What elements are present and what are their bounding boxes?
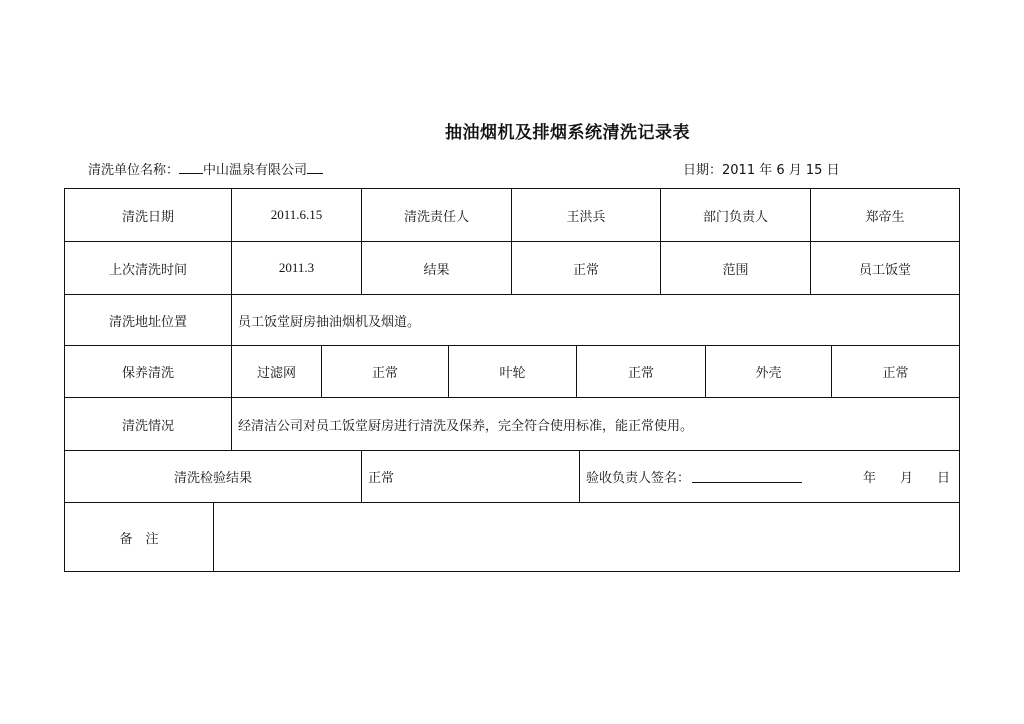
sign-year: 年 [863, 471, 877, 486]
underline [179, 160, 203, 174]
scope-label: 范围 [661, 242, 811, 294]
unit-name: 中山温泉有限公司 [203, 163, 308, 178]
location-label: 清洗地址位置 [65, 295, 232, 345]
table-row [65, 451, 959, 503]
situation-value: 经清洁公司对员工饭堂厨房进行清洗及保养，完全符合使用标准，能正常使用。 [238, 418, 694, 434]
responsible-value: 王洪兵 [512, 189, 661, 241]
sign-label: 验收负责人签名： [586, 471, 691, 486]
date-value: 2011 年 6 月 15 日 [722, 163, 840, 178]
dept-head-value: 郑帝生 [865, 209, 905, 225]
acceptance-signature [580, 451, 959, 502]
page-title: 抽油烟机及排烟系统清洗记录表 [445, 123, 690, 143]
result-value: 正常 [512, 242, 661, 294]
location-value: 员工饭堂厨房抽油烟机及烟道。 [238, 314, 421, 330]
underline [307, 160, 323, 174]
filter-label: 过滤网 [232, 346, 322, 397]
signature-line[interactable] [692, 470, 802, 483]
inspection-value: 正常 [362, 451, 580, 502]
impeller-value: 正常 [577, 346, 706, 397]
table-row [65, 189, 959, 242]
clean-date-label: 清洗日期 [65, 189, 232, 241]
last-clean-label: 上次清洗时间 [65, 242, 232, 294]
dept-head-label: 部门负责人 [661, 189, 811, 241]
maintenance-label: 保养清洗 [65, 346, 232, 397]
result-label: 结果 [362, 242, 512, 294]
scope-value: 员工饭堂 [858, 262, 911, 278]
shell-value: 正常 [882, 366, 909, 381]
sign-month: 月 [900, 471, 914, 486]
cleaning-record-table [64, 188, 960, 572]
date-label: 日期： [683, 163, 723, 178]
record-date [683, 159, 840, 178]
table-row [65, 295, 959, 346]
unit-label: 清洗单位名称： [88, 163, 180, 178]
table-row [65, 242, 959, 295]
clean-date-value: 2011.6.15 [232, 189, 362, 241]
cleaning-unit [88, 159, 323, 178]
remark-label: 备 注 [65, 503, 214, 571]
table-row [65, 346, 959, 398]
inspection-label: 清洗检验结果 [65, 451, 362, 502]
shell-label: 外壳 [706, 346, 832, 397]
impeller-label: 叶轮 [449, 346, 577, 397]
remark-value[interactable] [214, 503, 959, 571]
last-clean-value: 2011.3 [232, 242, 362, 294]
responsible-label: 清洗责任人 [362, 189, 512, 241]
filter-value: 正常 [322, 346, 449, 397]
table-row [65, 398, 959, 451]
situation-label: 清洗情况 [65, 398, 232, 450]
table-row [65, 503, 959, 571]
sign-day: 日 [937, 471, 951, 486]
